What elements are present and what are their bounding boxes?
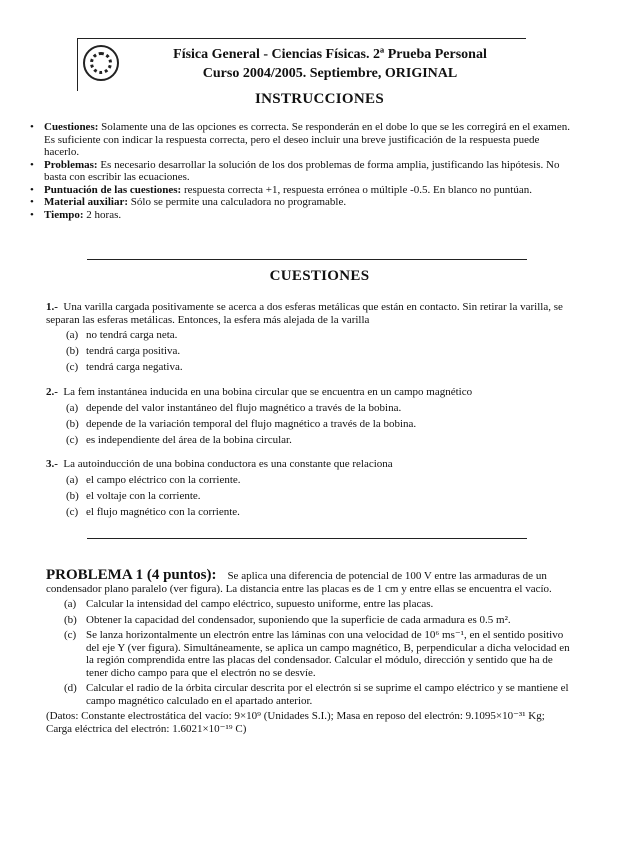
problem-data: (Datos: Constante electrostática del vacío: 9×10⁹ (Unidades S.I.); Masa en reposo del electrón: 9.1095×10⁻³¹ Kg; Carga eléctrica del electrón: 1.6021×10⁻¹⁹ C) (46, 710, 545, 735)
instruction-text: Solamente una de las opciones es correcta. Se responderán en el dobe lo que se les corregirá en el examen. Es suficiente con indicar la respuesta correcta, pero el deseo incluir una breve justificación de la respuesta puede hacerlo. (44, 121, 570, 158)
option-text: depende del valor instantáneo del flujo magnético a través de la bobina. (86, 401, 402, 414)
header-line-1: Física General - Ciencias Físicas. 2ª Prueba Personal (173, 47, 487, 62)
problem-part (64, 598, 570, 611)
instruction-label: Material auxiliar: (44, 196, 129, 208)
header-frame (77, 38, 526, 91)
option-text: tendrá carga positiva. (86, 345, 181, 357)
instruction-item (28, 159, 576, 184)
question-1-stem (46, 301, 570, 326)
divider-top (87, 259, 527, 260)
university-seal-icon (83, 45, 119, 81)
problem-1-intro (46, 569, 570, 595)
problem-1 (46, 569, 570, 735)
option-text: depende de la variación temporal del flujo magnético a través de la bobina. (86, 417, 417, 430)
option-label: (b) (66, 345, 79, 357)
question-text: La autoinducción de una bobina conductora es una constante que relaciona (63, 458, 393, 470)
question-number: 3.- (46, 458, 58, 470)
option-text: el campo eléctrico con la corriente. (86, 473, 241, 486)
instruction-text: respuesta correcta +1, respuesta errónea o múltiple -0.5. En blanco no puntúan. (183, 183, 532, 196)
option-text: no tendrá carga neta. (86, 329, 178, 341)
option-text: es independiente del área de la bobina circular. (86, 433, 292, 446)
problem-part (64, 629, 570, 679)
option-label: (a) (66, 473, 79, 486)
question-text: Una varilla cargada positivamente se acerca a dos esferas metálicas que están en contacto. Sin retirar la varilla, se separan las esferas metálicas. Entonces, la esfera más alejada de la varilla (46, 301, 563, 326)
part-text: Calcular la intensidad del campo eléctrico, supuesto uniforme, entre las placas. (86, 598, 434, 610)
instruction-item (28, 184, 576, 197)
part-label: (a) (64, 598, 77, 610)
question-text: La fem instantánea inducida en una bobina circular que se encuentra en un campo magnético (63, 386, 473, 398)
question-2-stem (46, 386, 570, 399)
instruction-item (28, 209, 576, 222)
question-1 (46, 301, 570, 374)
instructions-title: INSTRUCCIONES (255, 91, 384, 107)
instruction-item (28, 196, 576, 209)
part-label: (d) (64, 682, 77, 694)
problem-title: PROBLEMA 1 (4 puntos): (46, 567, 217, 583)
part-label: (c) (64, 629, 77, 641)
option-item (66, 490, 570, 503)
header-line-2: Curso 2004/2005. Septiembre, ORIGINAL (202, 66, 458, 81)
seal-pattern (90, 52, 112, 74)
option-text: tendrá carga negativa. (86, 361, 183, 373)
question-2 (46, 386, 570, 447)
part-text: Se lanza horizontalmente un electrón entre las láminas con una velocidad de 10⁶ ms⁻¹, en el sentido positivo del eje Y (ver figura). Simultáneamente, se aplica un campo magnético, B, perpendicular a dicha velocidad en la región comprendida entre las placas del condensador. Calcular el módulo, dirección y sentido que ha de tener dicho campo para que el electrón no se desvíe. (86, 629, 570, 679)
instruction-label: Puntuación de las cuestiones: (44, 183, 182, 196)
cuestiones-title: CUESTIONES (269, 268, 370, 284)
part-text: Calcular el radio de la órbita circular descrita por el electrón si se suprime el campo eléctrico y se mantiene el campo magnético calculado en el apartado anterior. (86, 682, 569, 707)
instruction-text: 2 horas. (86, 208, 122, 221)
option-item (66, 434, 570, 447)
option-label: (c) (66, 505, 79, 518)
instruction-label: Problemas: (44, 158, 98, 171)
divider-bottom (87, 538, 527, 539)
question-3 (46, 458, 570, 519)
question-3-stem (46, 458, 570, 471)
instruction-item (28, 121, 576, 159)
problem-intro-text: Se aplica una diferencia de potencial de 100 V entre las armaduras de un condensador plano paralelo (ver figura). La distancia entre las placas es de 1 cm y entre ellas se encuentra el vacío. (46, 570, 552, 595)
part-text: Obtener la capacidad del condensador, suponiendo que la superficie de cada armadura es 0.5 m². (86, 613, 511, 626)
option-text: el flujo magnético con la corriente. (86, 505, 240, 518)
option-text: el voltaje con la corriente. (86, 489, 201, 502)
problem-part (64, 614, 570, 627)
problem-part (64, 682, 570, 707)
option-item (66, 506, 570, 519)
option-item (66, 361, 570, 374)
part-label: (b) (64, 613, 77, 626)
instruction-label: Cuestiones: (44, 121, 99, 133)
option-item (66, 418, 570, 431)
question-number: 1.- (46, 301, 58, 313)
option-label: (a) (66, 329, 79, 341)
instruction-text: Sólo se permite una calculadora no programable. (130, 196, 347, 208)
option-label: (c) (66, 361, 79, 373)
option-label: (b) (66, 489, 79, 502)
option-label: (c) (66, 433, 79, 446)
instruction-text: Es necesario desarrollar la solución de los dos problemas de forma amplia, justificando las hipótesis. No basta con escribir las ecuaciones. (44, 158, 560, 183)
option-item (66, 474, 570, 487)
option-item (66, 329, 570, 342)
option-item (66, 345, 570, 358)
instruction-label: Tiempo: (44, 208, 84, 221)
instructions-list (28, 121, 576, 221)
option-label: (a) (66, 401, 79, 414)
option-label: (b) (66, 417, 79, 430)
option-item (66, 402, 570, 415)
question-number: 2.- (46, 386, 58, 398)
